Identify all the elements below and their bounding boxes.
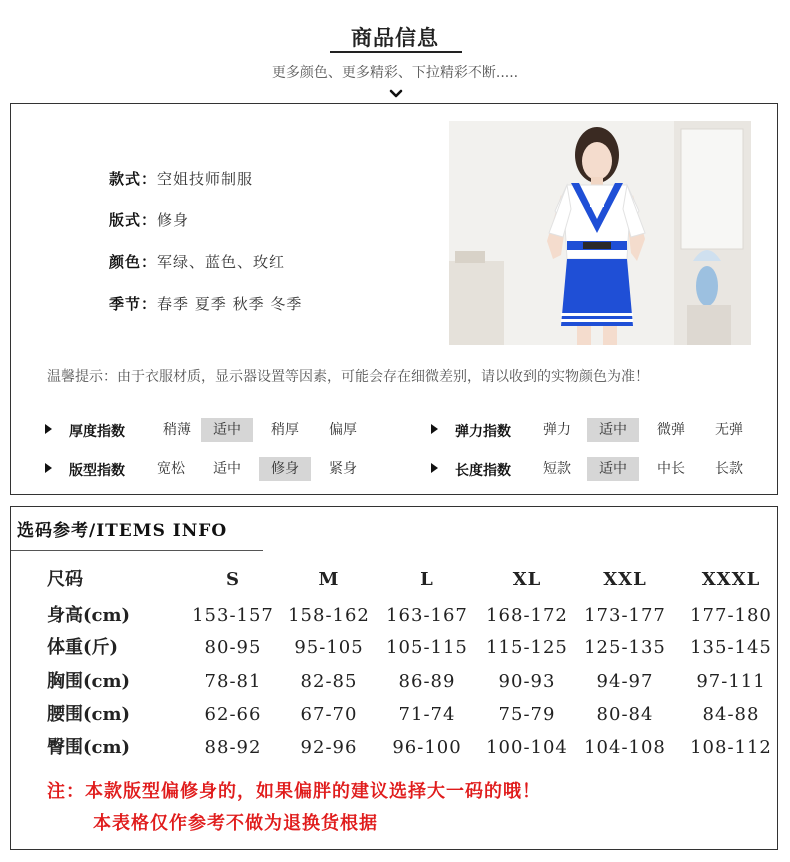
- size-row-label: 胸围(cm): [47, 671, 131, 692]
- size-cell: 84-88: [702, 704, 760, 725]
- size-cell: 163-167: [386, 605, 468, 626]
- product-info-panel: [10, 103, 778, 495]
- size-cell: 62-66: [204, 704, 262, 725]
- index-label: 弹力指数: [455, 424, 511, 440]
- index-length: [431, 457, 761, 481]
- size-column: XL: [512, 569, 542, 590]
- size-cell: 153-157: [192, 605, 274, 626]
- color-disclaimer: 温馨提示：由于衣服材质，显示器设置等因素，可能会存在细微差别，请以收到的实物颜色为准！: [47, 369, 649, 385]
- index-option: 宽松: [157, 461, 185, 477]
- size-cell: 108-112: [690, 737, 772, 758]
- triangle-right-icon: [431, 463, 438, 473]
- size-cell: 168-172: [486, 605, 568, 626]
- size-cell: 82-85: [300, 671, 358, 692]
- size-column: XXL: [603, 569, 647, 590]
- size-row-label: 臀围(cm): [47, 737, 131, 758]
- section-subtitle: 更多颜色、更多精彩、下拉精彩不断.....: [271, 65, 519, 81]
- size-cell: 88-92: [204, 737, 262, 758]
- index-option: 长款: [715, 461, 743, 477]
- size-cell: 78-81: [204, 671, 262, 692]
- size-cell: 177-180: [690, 605, 772, 626]
- chevron-down-icon: [388, 86, 404, 102]
- size-cell: 125-135: [584, 637, 666, 658]
- index-option-selected: 修身: [259, 457, 311, 481]
- size-column: M: [318, 569, 340, 590]
- size-cell: 71-74: [398, 704, 456, 725]
- index-option: 稍厚: [271, 422, 299, 438]
- index-option: 短款: [543, 461, 571, 477]
- title-underline: [330, 51, 462, 53]
- index-thickness: [45, 418, 375, 442]
- size-cell: 86-89: [398, 671, 456, 692]
- size-cell: 67-70: [300, 704, 358, 725]
- attribute-color: 颜色：军绿、蓝色、玫红: [109, 253, 286, 271]
- size-row-label: 身高(cm): [47, 605, 131, 626]
- attribute-fit: 版式：修身: [109, 211, 190, 229]
- index-fit: [45, 457, 375, 481]
- size-chart-title: 选码参考/ITEMS INFO: [17, 521, 228, 541]
- size-column: XXXL: [701, 569, 761, 590]
- attribute-style: 款式：空姐技师制服: [109, 170, 254, 188]
- size-cell: 96-100: [392, 737, 462, 758]
- size-cell: 95-105: [294, 637, 364, 658]
- index-option: 中长: [657, 461, 685, 477]
- attribute-season: 季节：春季 夏季 秋季 冬季: [109, 295, 303, 313]
- index-option-selected: 适中: [587, 457, 639, 481]
- index-label: 长度指数: [455, 463, 511, 479]
- size-cell: 105-115: [386, 637, 468, 658]
- product-photo: [449, 121, 751, 345]
- index-option: 微弹: [657, 422, 685, 438]
- index-option: 偏厚: [329, 422, 357, 438]
- index-option: 弹力: [543, 422, 571, 438]
- size-header-label: 尺码: [47, 569, 83, 590]
- index-option: 稍薄: [163, 422, 191, 438]
- size-cell: 80-84: [596, 704, 654, 725]
- size-cell: 115-125: [486, 637, 568, 658]
- size-cell: 158-162: [288, 605, 370, 626]
- index-label: 版型指数: [69, 463, 125, 479]
- fit-note: 注：本款版型偏修身的，如果偏胖的建议选择大一码的哦！: [47, 781, 541, 802]
- title-underline: [11, 550, 263, 551]
- size-cell: 90-93: [498, 671, 556, 692]
- triangle-right-icon: [45, 463, 52, 473]
- index-option-selected: 适中: [201, 418, 253, 442]
- index-label: 厚度指数: [69, 424, 125, 440]
- size-cell: 135-145: [690, 637, 772, 658]
- size-cell: 173-177: [584, 605, 666, 626]
- index-option: 无弹: [715, 422, 743, 438]
- section-title: 商品信息: [351, 26, 439, 50]
- size-row-label: 体重(斤): [47, 637, 119, 658]
- size-column: L: [420, 569, 434, 590]
- size-column: S: [226, 569, 240, 590]
- size-cell: 97-111: [696, 671, 766, 692]
- size-cell: 94-97: [596, 671, 654, 692]
- size-cell: 92-96: [300, 737, 358, 758]
- size-cell: 75-79: [498, 704, 556, 725]
- size-cell: 104-108: [584, 737, 666, 758]
- triangle-right-icon: [45, 424, 52, 434]
- index-option: 紧身: [329, 461, 357, 477]
- index-option-selected: 适中: [587, 418, 639, 442]
- size-cell: 80-95: [204, 637, 262, 658]
- disclaimer-note: 本表格仅作参考不做为退换货根据: [93, 813, 378, 834]
- index-option: 适中: [213, 461, 241, 477]
- size-row-label: 腰围(cm): [47, 704, 131, 725]
- size-chart-panel: [10, 506, 778, 850]
- section-header: [0, 0, 790, 110]
- triangle-right-icon: [431, 424, 438, 434]
- size-cell: 100-104: [486, 737, 568, 758]
- index-elasticity: [431, 418, 761, 442]
